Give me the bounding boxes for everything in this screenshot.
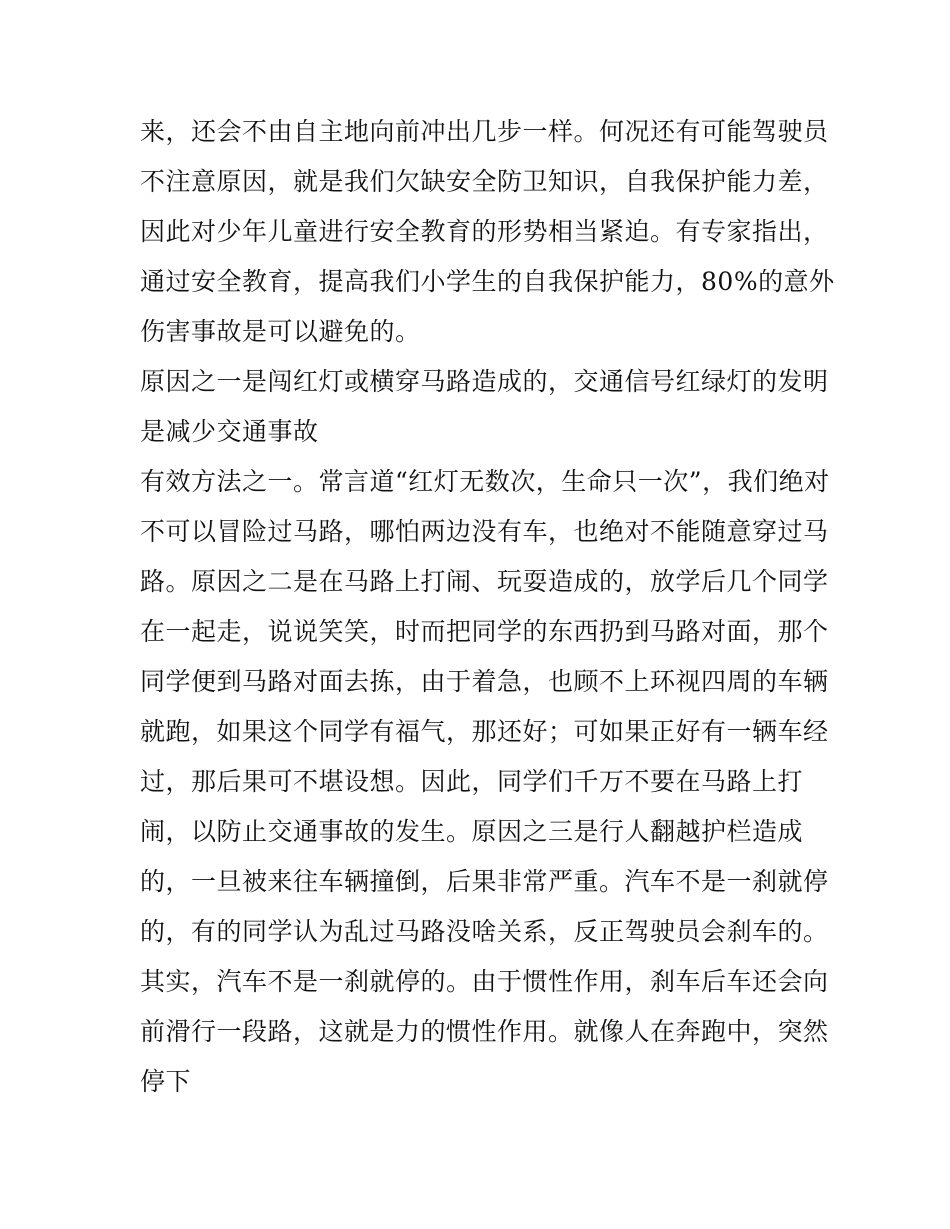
text-line: 同学便到马路对面去拣，由于着急，也顾不上环视四周的车辆 bbox=[140, 667, 829, 696]
text-line: 在一起走，说说笑笑，时而把同学的东西扔到马路对面，那个 bbox=[140, 617, 829, 646]
text-line: 其实，汽车不是一刹就停的。由于惯性作用，刹车后车还会向 bbox=[140, 967, 829, 996]
text-line: 不注意原因，就是我们欠缺安全防卫知识，自我保护能力差， bbox=[140, 167, 829, 196]
text-line: 伤害事故是可以避免的。 bbox=[140, 317, 421, 346]
text-line: 因此对少年儿童进行安全教育的形势相当紧迫。有专家指出， bbox=[140, 217, 829, 246]
body-text bbox=[140, 107, 835, 1107]
text-line: 停下 bbox=[140, 1067, 192, 1096]
text-line: 路。原因之二是在马路上打闹、玩耍造成的，放学后几个同学 bbox=[140, 567, 829, 596]
text-line: 有效方法之一。常言道“红灯无数次，生命只一次”，我们绝对 bbox=[140, 467, 830, 496]
text-line: 前滑行一段路，这就是力的惯性作用。就像人在奔跑中，突然 bbox=[140, 1017, 829, 1046]
text-line: 原因之一是闯红灯或横穿马路造成的，交通信号红绿灯的发明 bbox=[140, 367, 829, 396]
text-line: 过，那后果可不堪设想。因此，同学们千万不要在马路上打 bbox=[140, 767, 804, 796]
text-line: 就跑，如果这个同学有福气，那还好；可如果正好有一辆车经 bbox=[140, 717, 829, 746]
text-line: 是减少交通事故 bbox=[140, 417, 319, 446]
text-line: 不可以冒险过马路，哪怕两边没有车，也绝对不能随意穿过马 bbox=[140, 517, 829, 546]
text-line: 来，还会不由自主地向前冲出几步一样。何况还有可能驾驶员 bbox=[140, 117, 829, 146]
text-line: 的，有的同学认为乱过马路没啥关系，反正驾驶员会刹车的。 bbox=[140, 917, 829, 946]
text-line: 闹，以防止交通事故的发生。原因之三是行人翻越护栏造成 bbox=[140, 817, 804, 846]
text-line: 的，一旦被来往车辆撞倒，后果非常严重。汽车不是一刹就停 bbox=[140, 867, 829, 896]
text-line: 通过安全教育，提高我们小学生的自我保护能力，80%的意外 bbox=[140, 267, 835, 296]
